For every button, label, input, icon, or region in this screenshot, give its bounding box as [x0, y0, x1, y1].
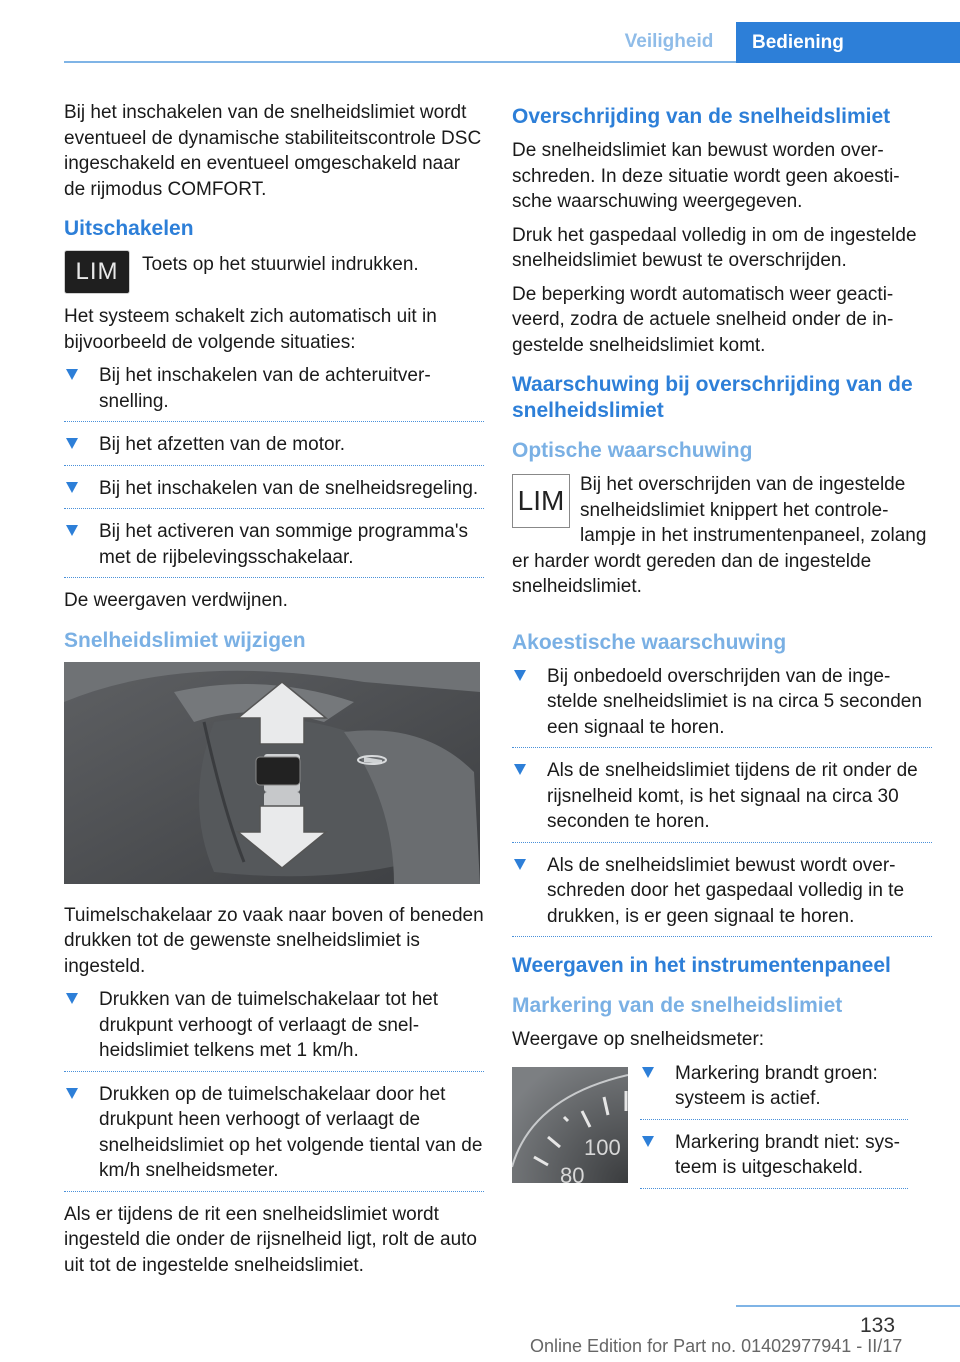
heading-overschrijding: Overschrijding van de snelheidslimiet [512, 105, 891, 128]
list-item [512, 853, 932, 940]
list-item-text: Als de snelheidslimiet bewust wordt overschreden door het gaspedaal volledig in te drukken, is er geen signaal te horen. [547, 854, 905, 927]
akoestisch-list [512, 664, 932, 940]
lim-indicator-icon: LIM [512, 474, 570, 528]
bullet-triangle-icon [66, 482, 78, 493]
markering-text: Weergave op snelheidsmeter: [512, 1029, 765, 1050]
heading-uitschakelen: Uitschakelen [64, 217, 194, 240]
auto-off-text: Het systeem schakelt zich automatisch uit in bijvoorbeeld de volgende situaties: [64, 306, 437, 353]
auto-off-list [64, 363, 484, 580]
wijzigen-list [64, 987, 484, 1194]
bullet-triangle-icon [642, 1136, 654, 1147]
heading-optisch: Optische waarschuwing [512, 439, 753, 462]
bullet-triangle-icon [66, 1088, 78, 1099]
list-item [64, 476, 484, 512]
optisch-block [512, 472, 932, 608]
heading-akoestisch: Akoestische waarschuwing [512, 630, 787, 654]
bullet-triangle-icon [66, 369, 78, 380]
bullet-triangle-icon [514, 859, 526, 870]
list-item [64, 519, 484, 580]
lim-key-row [64, 250, 484, 294]
list-item-text: Bij het inschakelen van de achteruitversnelling. [99, 365, 431, 412]
list-item [64, 432, 484, 468]
bullet-triangle-icon [66, 525, 78, 536]
intro-paragraph: Bij het inschakelen van de snelheidslimiet wordt eventueel de dynamische stabiliteitscontrole DSC ingeschakeld en eventueel omgeschakeld naar de rijmodus COMFORT. [64, 102, 482, 200]
list-item [64, 987, 484, 1074]
bullet-triangle-icon [514, 764, 526, 775]
heading-weergaven: Weergaven in het instrumentenpaneel [512, 954, 891, 977]
list-item [640, 1061, 908, 1122]
lim-button-icon: LIM [64, 250, 130, 294]
bullet-triangle-icon [514, 670, 526, 681]
overschrijding-p2: Druk het gaspedaal volledig in om de ingestelde snelheidslimiet bewust te overschrijden. [512, 224, 917, 271]
list-item [64, 363, 484, 424]
bullet-triangle-icon [66, 438, 78, 449]
list-item [512, 758, 932, 845]
speedo-label-100: 100 [584, 1134, 621, 1160]
markering-list [640, 1061, 908, 1199]
list-item-text: Markering brandt groen: systeem is actief. [675, 1062, 878, 1109]
rolls-out-text: Als er tijdens de rit een snelheidslimiet wordt ingesteld die onder de rijsnelheid ligt, rolt de auto uit tot de ingestelde snelheidslimiet. [64, 1203, 477, 1276]
list-item [640, 1130, 908, 1191]
list-item-text: Als de snelheidslimiet tijdens de rit onder de rijsnelheid komt, is het signaal na circa 30 seconden te horen. [547, 760, 918, 832]
speedometer-row [512, 1061, 932, 1205]
list-item-text: Drukken op de tuimelschakelaar door het drukpunt heen verhoogt of verlaagt de snelheidslimiet op het volgende tiental van de km/h snelheidsmeter. [99, 1083, 483, 1181]
tab-bediening[interactable]: Bediening [736, 22, 960, 63]
speedo-label-80: 80 [560, 1162, 585, 1183]
list-item-text: Markering brandt niet: systeem is uitgeschakeld. [675, 1131, 900, 1178]
heading-markering: Markering van de snelheidslimiet [512, 994, 843, 1017]
tab-veiligheid[interactable]: Veiligheid [624, 31, 714, 52]
heading-wijzigen: Snelheidslimiet wijzigen [64, 628, 306, 652]
wijzigen-text: Tuimelschakelaar zo vaak naar boven of beneden drukken tot de gewenste snelheidslimiet is ingesteld. [64, 904, 484, 977]
right-column [512, 100, 932, 1205]
list-item-text: Bij het inschakelen van de snelheidsregeling. [99, 477, 479, 499]
overschrijding-p3: De beperking wordt automatisch weer geactiveerd, zodra de actuele snelheid onder de ingestelde snelheidslimiet komt. [512, 283, 894, 356]
left-column [64, 100, 484, 1286]
list-item [64, 1082, 484, 1194]
list-item-text: Bij onbedoeld overschrijden van de ingestelde snelheidslimiet is na circa 5 seconden een signaal te horen. [547, 665, 922, 738]
bullet-triangle-icon [66, 993, 78, 1004]
overschrijding-p1: De snelheidslimiet kan bewust worden overschreden. In deze situatie wordt geen akoestische waarschuwing weergegeven. [512, 140, 900, 212]
list-item-text: Bij het activeren van sommige programma's met de rijbelevingsschakelaar. [99, 521, 468, 568]
list-item-text: Drukken van de tuimelschakelaar tot het drukpunt verhoogt of verlaagt de snelheidslimiet telkens met 1 km/h. [99, 989, 439, 1061]
displays-off-text: De weergaven verdwijnen. [64, 590, 288, 611]
steering-wheel-rocker-illustration [64, 662, 484, 889]
heading-waarschuwing: Waarschuwing bij overschrijding van de snelheidslimiet [512, 373, 913, 422]
list-item [512, 664, 932, 751]
page-number: 133 [860, 1314, 896, 1337]
uitschakelen-text: Toets op het stuurwiel indrukken. [142, 254, 419, 275]
bullet-triangle-icon [642, 1067, 654, 1078]
footer-rule [736, 1305, 960, 1307]
speedometer-illustration [512, 1067, 628, 1188]
edition-footer: Online Edition for Part no. 01402977941 - II/17 [530, 1336, 903, 1356]
list-item-text: Bij het afzetten van de motor. [99, 434, 346, 455]
optisch-text: Bij het overschrijden van de ingestelde snelheidslimiet knippert het controlelampje in het instrumentenpaneel, zolang er harder wordt gereden dan de ingestelde snelheidslimiet. [512, 474, 927, 597]
